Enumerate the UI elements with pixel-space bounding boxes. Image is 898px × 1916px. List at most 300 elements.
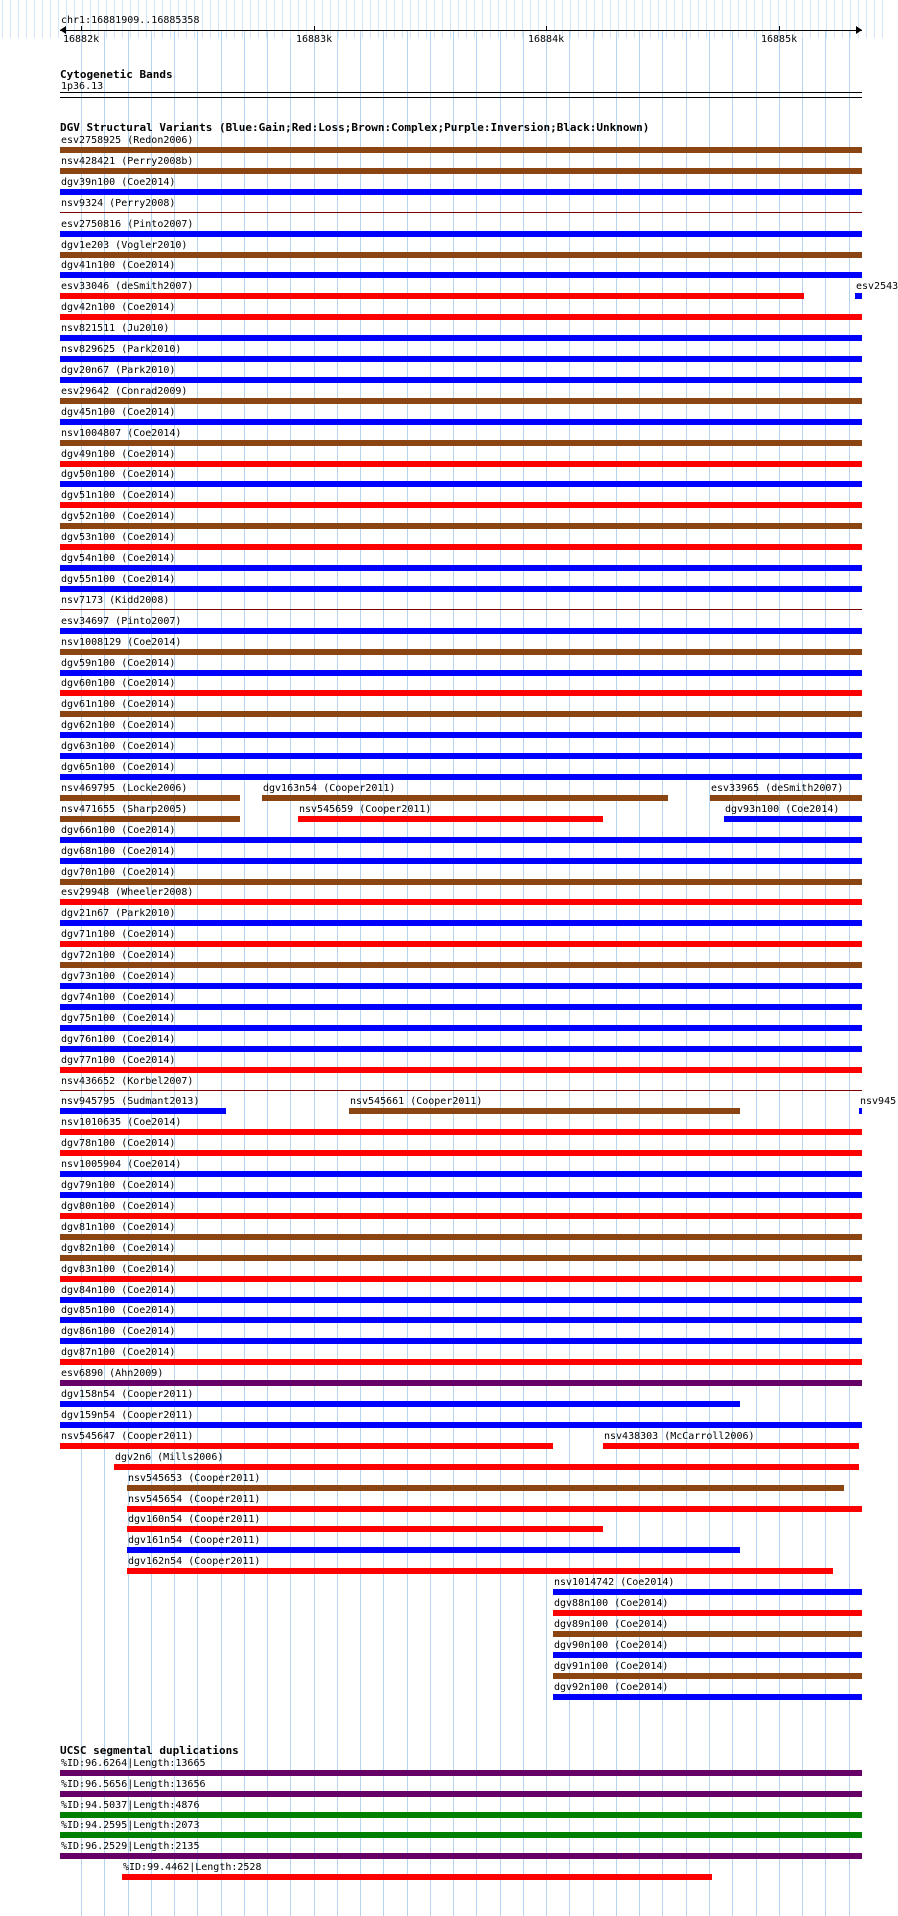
sv-feature-bar[interactable] [553, 1673, 862, 1679]
grid-line [346, 0, 347, 38]
ruler-right-arrow [856, 26, 862, 34]
feature-label[interactable]: dgv76n100 (Coe2014) [61, 1034, 176, 1045]
grid-line [10, 0, 11, 38]
ruler-tick [81, 26, 82, 31]
feature-label[interactable]: dgv79n100 (Coe2014) [61, 1180, 176, 1191]
feature-label[interactable]: dgv72n100 (Coe2014) [61, 950, 176, 961]
sv-feature-bar[interactable] [127, 1506, 862, 1512]
grid-line [453, 30, 454, 1916]
sv-feature-bar[interactable] [60, 1234, 862, 1240]
ruler-tick-label: 16884k [528, 34, 565, 45]
sv-feature-bar[interactable] [60, 1317, 862, 1323]
grid-line [762, 0, 763, 38]
feature-label[interactable]: dgv159n54 (Cooper2011) [61, 1410, 194, 1421]
grid-line [378, 0, 379, 38]
grid-line [842, 0, 843, 38]
grid-line [818, 0, 819, 38]
grid-line [562, 0, 563, 38]
segdup-label[interactable]: %ID:94.2595|Length:2073 [61, 1820, 200, 1831]
segdup-label[interactable]: %ID:94.5037|Length:4876 [61, 1800, 200, 1811]
sv-feature-bar[interactable] [60, 212, 862, 213]
segdup-label[interactable]: %ID:96.6264|Length:13665 [61, 1758, 206, 1769]
grid-line [546, 0, 547, 38]
feature-label[interactable]: dgv88n100 (Coe2014) [554, 1598, 669, 1609]
grid-line [506, 0, 507, 38]
sv-feature-bar[interactable] [114, 1464, 859, 1470]
feature-label[interactable]: dgv68n100 (Coe2014) [61, 846, 176, 857]
sv-feature-bar[interactable] [60, 1025, 862, 1031]
cytoband-line [60, 97, 862, 98]
sv-feature-bar[interactable] [60, 335, 862, 341]
sv-feature-bar[interactable] [724, 816, 862, 822]
feature-label[interactable]: nsv545661 (Cooper2011) [350, 1096, 483, 1107]
grid-line [778, 0, 779, 38]
grid-line [430, 30, 431, 1916]
sv-feature-bar[interactable] [349, 1108, 740, 1114]
sv-feature-bar[interactable] [60, 1171, 862, 1177]
sv-feature-bar[interactable] [60, 753, 862, 759]
feature-label[interactable]: dgv70n100 (Coe2014) [61, 867, 176, 878]
feature-label[interactable]: nsv428421 (Perry2008b) [61, 156, 194, 167]
feature-label[interactable]: dgv2n6 (Mills2006) [115, 1452, 224, 1463]
feature-label[interactable]: dgv53n100 (Coe2014) [61, 532, 176, 543]
feature-label[interactable]: dgv91n100 (Coe2014) [554, 1661, 669, 1672]
grid-line [282, 0, 283, 38]
grid-line [523, 30, 524, 1916]
sv-feature-bar[interactable] [60, 983, 862, 989]
feature-label[interactable]: dgv52n100 (Coe2014) [61, 511, 176, 522]
sv-feature-bar[interactable] [60, 398, 862, 404]
sv-feature-bar[interactable] [60, 941, 862, 947]
feature-label[interactable]: nsv545653 (Cooper2011) [128, 1473, 261, 1484]
sv-feature-bar[interactable] [553, 1610, 862, 1616]
feature-label[interactable]: nsv945 [860, 1096, 897, 1107]
grid-line [274, 0, 275, 38]
sv-feature-bar[interactable] [60, 314, 862, 320]
grid-line [666, 0, 667, 38]
feature-label[interactable]: nsv7173 (Kidd2008) [61, 595, 170, 606]
grid-line [314, 0, 315, 38]
sv-feature-bar[interactable] [60, 670, 862, 676]
feature-label[interactable]: dgv74n100 (Coe2014) [61, 992, 176, 1003]
segdup-bar[interactable] [60, 1770, 862, 1776]
sv-feature-bar[interactable] [127, 1485, 844, 1491]
feature-label[interactable]: dgv77n100 (Coe2014) [61, 1055, 176, 1066]
grid-line [722, 0, 723, 38]
sv-feature-bar[interactable] [60, 1046, 862, 1052]
grid-line [522, 0, 523, 38]
cytoband-label: 1p36.13 [61, 81, 104, 92]
sv-feature-bar[interactable] [60, 272, 862, 278]
sv-feature-bar[interactable] [60, 440, 862, 446]
sv-feature-bar[interactable] [262, 795, 668, 801]
grid-line [674, 0, 675, 38]
ruler-tick-label: 16885k [761, 34, 798, 45]
feature-label[interactable]: dgv75n100 (Coe2014) [61, 1013, 176, 1024]
grid-line [546, 30, 547, 1916]
grid-line [218, 0, 219, 38]
sv-feature-bar[interactable] [603, 1443, 859, 1449]
grid-line [618, 0, 619, 38]
feature-label[interactable]: dgv83n100 (Coe2014) [61, 1264, 176, 1275]
grid-line [410, 0, 411, 38]
sv-feature-bar[interactable] [60, 649, 862, 655]
feature-label[interactable]: dgv63n100 (Coe2014) [61, 741, 176, 752]
sv-feature-bar[interactable] [553, 1631, 862, 1637]
feature-label[interactable]: nsv1008129 (Coe2014) [61, 637, 182, 648]
ruler-tick-label: 16883k [296, 34, 333, 45]
sv-feature-bar[interactable] [298, 816, 603, 822]
feature-label[interactable]: dgv51n100 (Coe2014) [61, 490, 176, 501]
grid-line [42, 0, 43, 38]
feature-label[interactable]: dgv1e203 (Vogler2010) [61, 240, 188, 251]
feature-label[interactable]: esv2750816 (Pinto2007) [61, 219, 194, 230]
feature-label[interactable]: dgv85n100 (Coe2014) [61, 1305, 176, 1316]
feature-label[interactable]: esv33046 (deSmith2007) [61, 281, 194, 292]
sv-feature-bar[interactable] [60, 1129, 862, 1135]
sv-feature-bar[interactable] [127, 1547, 740, 1553]
feature-label[interactable]: dgv89n100 (Coe2014) [554, 1619, 669, 1630]
grid-line [802, 0, 803, 38]
grid-line [794, 0, 795, 38]
grid-line [690, 0, 691, 38]
grid-line [754, 0, 755, 38]
grid-line [290, 30, 291, 1916]
feature-label[interactable]: nsv1010635 (Coe2014) [61, 1117, 182, 1128]
segdup-label[interactable]: %ID:96.2529|Length:2135 [61, 1841, 200, 1852]
segdup-bar[interactable] [60, 1832, 862, 1838]
sv-feature-bar[interactable] [60, 879, 862, 885]
grid-line [642, 0, 643, 38]
cytoband-line [60, 92, 862, 93]
feature-label[interactable]: dgv82n100 (Coe2014) [61, 1243, 176, 1254]
feature-label[interactable]: dgv65n100 (Coe2014) [61, 762, 176, 773]
grid-line [394, 0, 395, 38]
sv-feature-bar[interactable] [60, 609, 862, 610]
sv-feature-bar[interactable] [60, 356, 862, 362]
feature-label[interactable]: dgv39n100 (Coe2014) [61, 177, 176, 188]
grid-line [786, 0, 787, 38]
sv-feature-bar[interactable] [60, 189, 862, 195]
grid-line [658, 0, 659, 38]
sv-feature-bar[interactable] [60, 690, 862, 696]
feature-label[interactable]: dgv163n54 (Cooper2011) [263, 783, 396, 794]
feature-label[interactable]: dgv59n100 (Coe2014) [61, 658, 176, 669]
grid-line [882, 0, 883, 38]
sv-feature-bar[interactable] [60, 1422, 862, 1428]
feature-label[interactable]: esv29642 (Conrad2009) [61, 386, 188, 397]
feature-label[interactable]: nsv471655 (Sharp2005) [61, 804, 188, 815]
grid-line [226, 0, 227, 38]
sv-feature-bar[interactable] [60, 1443, 553, 1449]
grid-line [50, 0, 51, 38]
grid-line [202, 0, 203, 38]
sv-feature-bar[interactable] [60, 586, 862, 592]
sv-feature-bar[interactable] [60, 565, 862, 571]
grid-line [698, 0, 699, 38]
feature-label[interactable]: nsv829625 (Park2010) [61, 344, 182, 355]
feature-label[interactable]: dgv93n100 (Coe2014) [725, 804, 840, 815]
grid-line [458, 0, 459, 38]
grid-line [476, 30, 477, 1916]
grid-line [337, 30, 338, 1916]
sv-feature-bar[interactable] [60, 481, 862, 487]
feature-label[interactable]: nsv945795 (Sudmant2013) [61, 1096, 200, 1107]
grid-line [322, 0, 323, 38]
sv-feature-bar[interactable] [60, 1090, 862, 1091]
grid-line [407, 30, 408, 1916]
segdup-bar[interactable] [60, 1853, 862, 1859]
grid-line [360, 30, 361, 1916]
grid-line [370, 0, 371, 38]
grid-line [554, 0, 555, 38]
grid-line [242, 0, 243, 38]
feature-label[interactable]: dgv81n100 (Coe2014) [61, 1222, 176, 1233]
grid-line [354, 0, 355, 38]
feature-label[interactable]: dgv50n100 (Coe2014) [61, 469, 176, 480]
sv-feature-bar[interactable] [60, 502, 862, 508]
grid-line [538, 0, 539, 38]
grid-line [730, 0, 731, 38]
grid-line [738, 0, 739, 38]
dgv-track-title: DGV Structural Variants (Blue:Gain;Red:Loss;Brown:Complex;Purple:Inversion;Black:Unknown) [60, 121, 650, 134]
feature-label[interactable]: dgv62n100 (Coe2014) [61, 720, 176, 731]
grid-line [267, 30, 268, 1916]
grid-line [290, 0, 291, 38]
feature-label[interactable]: dgv160n54 (Cooper2011) [128, 1514, 261, 1525]
grid-line [18, 0, 19, 38]
sv-feature-bar[interactable] [60, 419, 862, 425]
feature-label[interactable]: dgv60n100 (Coe2014) [61, 678, 176, 689]
grid-line [418, 0, 419, 38]
grid-line [474, 0, 475, 38]
grid-line [682, 0, 683, 38]
sv-feature-bar[interactable] [553, 1652, 862, 1658]
grid-line [578, 0, 579, 38]
grid-line [810, 0, 811, 38]
sv-feature-bar[interactable] [60, 293, 804, 299]
sv-feature-bar[interactable] [60, 1359, 862, 1365]
ruler-tick [314, 26, 315, 31]
sv-feature-bar[interactable] [60, 231, 862, 237]
feature-label[interactable]: nsv1014742 (Coe2014) [554, 1577, 675, 1588]
feature-label[interactable]: esv6890 (Ahn2009) [61, 1368, 164, 1379]
sv-feature-bar[interactable] [127, 1526, 603, 1532]
grid-line [586, 0, 587, 38]
feature-label[interactable]: dgv158n54 (Cooper2011) [61, 1389, 194, 1400]
grid-line [2, 0, 3, 38]
sv-feature-bar[interactable] [60, 1380, 862, 1386]
feature-label[interactable]: dgv92n100 (Coe2014) [554, 1682, 669, 1693]
grid-line [244, 30, 245, 1916]
feature-label[interactable]: nsv1005904 (Coe2014) [61, 1159, 182, 1170]
grid-line [450, 0, 451, 38]
grid-line [306, 0, 307, 38]
grid-line [490, 0, 491, 38]
feature-label[interactable]: nsv545659 (Cooper2011) [299, 804, 432, 815]
sv-feature-bar[interactable] [60, 1338, 862, 1344]
ruler-left-arrow [60, 26, 66, 34]
feature-label[interactable]: esv2758925 (Redon2006) [61, 135, 194, 146]
grid-line [706, 0, 707, 38]
grid-line [602, 0, 603, 38]
grid-line [570, 0, 571, 38]
sv-feature-bar[interactable] [60, 1297, 862, 1303]
grid-line [746, 0, 747, 38]
grid-line [426, 0, 427, 38]
grid-line [634, 0, 635, 38]
sv-feature-bar[interactable] [60, 816, 240, 822]
grid-line [221, 30, 222, 1916]
sv-feature-bar[interactable] [60, 795, 240, 801]
ruler-tick-label: 16882k [63, 34, 100, 45]
feature-label[interactable]: esv33965 (deSmith2007) [711, 783, 844, 794]
feature-label[interactable]: dgv162n54 (Cooper2011) [128, 1556, 261, 1567]
feature-label[interactable]: esv2543 [856, 281, 898, 292]
feature-label[interactable]: dgv61n100 (Coe2014) [61, 699, 176, 710]
sv-feature-bar[interactable] [60, 168, 862, 174]
sv-feature-bar[interactable] [60, 1108, 226, 1114]
grid-line [34, 0, 35, 38]
grid-line [626, 0, 627, 38]
sv-feature-bar[interactable] [60, 377, 862, 383]
feature-label[interactable]: dgv45n100 (Coe2014) [61, 407, 176, 418]
feature-label[interactable]: dgv90n100 (Coe2014) [554, 1640, 669, 1651]
segdup-bar[interactable] [122, 1874, 712, 1880]
segdup-label[interactable]: %ID:96.5656|Length:13656 [61, 1779, 206, 1790]
feature-label[interactable]: nsv545647 (Cooper2011) [61, 1431, 194, 1442]
grid-line [714, 0, 715, 38]
feature-label[interactable]: dgv66n100 (Coe2014) [61, 825, 176, 836]
grid-line [383, 30, 384, 1916]
feature-label[interactable]: dgv54n100 (Coe2014) [61, 553, 176, 564]
sv-feature-bar[interactable] [60, 837, 862, 843]
feature-label[interactable]: dgv42n100 (Coe2014) [61, 302, 176, 313]
sv-feature-bar[interactable] [60, 1067, 862, 1073]
sv-feature-bar[interactable] [60, 523, 862, 529]
location-label: chr1:16881909..16885358 [61, 15, 200, 26]
sv-feature-bar[interactable] [60, 732, 862, 738]
grid-line [434, 0, 435, 38]
feature-label[interactable]: dgv86n100 (Coe2014) [61, 1326, 176, 1337]
grid-line [330, 0, 331, 38]
feature-label[interactable]: nsv821511 (Ju2010) [61, 323, 170, 334]
feature-label[interactable]: dgv20n67 (Park2010) [61, 365, 176, 376]
grid-line [58, 0, 59, 38]
grid-line [834, 0, 835, 38]
sv-feature-bar[interactable] [60, 1276, 862, 1282]
grid-line [850, 0, 851, 38]
grid-line [234, 0, 235, 38]
sv-feature-bar[interactable] [60, 1004, 862, 1010]
feature-label[interactable]: dgv80n100 (Coe2014) [61, 1201, 176, 1212]
feature-label[interactable]: nsv1004807 (Coe2014) [61, 428, 182, 439]
feature-label[interactable]: dgv49n100 (Coe2014) [61, 449, 176, 460]
sv-feature-bar[interactable] [855, 293, 862, 299]
feature-label[interactable]: esv29948 (Wheeler2008) [61, 887, 194, 898]
sv-feature-bar[interactable] [60, 461, 862, 467]
sv-feature-bar[interactable] [60, 252, 862, 258]
sv-feature-bar[interactable] [553, 1589, 862, 1595]
grid-line [266, 0, 267, 38]
grid-line [442, 0, 443, 38]
feature-label[interactable]: dgv71n100 (Coe2014) [61, 929, 176, 940]
segdup-label[interactable]: %ID:99.4462|Length:2528 [123, 1862, 262, 1873]
sv-feature-bar[interactable] [60, 1150, 862, 1156]
feature-label[interactable]: nsv469795 (Locke2006) [61, 783, 188, 794]
feature-label[interactable]: dgv41n100 (Coe2014) [61, 260, 176, 271]
grid-line [650, 0, 651, 38]
segdup-bar[interactable] [60, 1791, 862, 1797]
feature-label[interactable]: nsv436652 (Korbel2007) [61, 1076, 194, 1087]
feature-label[interactable]: dgv73n100 (Coe2014) [61, 971, 176, 982]
sv-feature-bar[interactable] [710, 795, 862, 801]
sv-feature-bar[interactable] [60, 1255, 862, 1261]
grid-line [594, 0, 595, 38]
segdup-track-title: UCSC segmental duplications [60, 1744, 239, 1757]
grid-line [298, 0, 299, 38]
grid-line [770, 0, 771, 38]
sv-feature-bar[interactable] [859, 1108, 862, 1114]
feature-label[interactable]: dgv87n100 (Coe2014) [61, 1347, 176, 1358]
sv-feature-bar[interactable] [60, 147, 862, 153]
feature-label[interactable]: dgv21n67 (Park2010) [61, 908, 176, 919]
ruler-axis [60, 30, 862, 31]
feature-label[interactable]: dgv55n100 (Coe2014) [61, 574, 176, 585]
grid-line [466, 0, 467, 38]
grid-line [362, 0, 363, 38]
sv-feature-bar[interactable] [127, 1568, 833, 1574]
feature-label[interactable]: nsv9324 (Perry2008) [61, 198, 176, 209]
sv-feature-bar[interactable] [60, 544, 862, 550]
sv-feature-bar[interactable] [60, 628, 862, 634]
feature-label[interactable]: nsv438303 (McCarroll2006) [604, 1431, 755, 1442]
grid-line [250, 0, 251, 38]
grid-line [530, 0, 531, 38]
sv-feature-bar[interactable] [60, 920, 862, 926]
feature-label[interactable]: nsv545654 (Cooper2011) [128, 1494, 261, 1505]
grid-line [402, 0, 403, 38]
grid-line [386, 0, 387, 38]
grid-line [610, 0, 611, 38]
sv-feature-bar[interactable] [60, 1213, 862, 1219]
feature-label[interactable]: dgv161n54 (Cooper2011) [128, 1535, 261, 1546]
grid-line [826, 0, 827, 38]
sv-feature-bar[interactable] [60, 774, 862, 780]
cytoband-track-title: Cytogenetic Bands [60, 68, 173, 81]
sv-feature-bar[interactable] [60, 962, 862, 968]
sv-feature-bar[interactable] [60, 899, 862, 905]
feature-label[interactable]: dgv84n100 (Coe2014) [61, 1285, 176, 1296]
feature-label[interactable]: esv34697 (Pinto2007) [61, 616, 182, 627]
sv-feature-bar[interactable] [60, 711, 862, 717]
ruler-tick [779, 26, 780, 31]
grid-line [498, 0, 499, 38]
segdup-bar[interactable] [60, 1812, 862, 1818]
grid-line [514, 0, 515, 38]
feature-label[interactable]: dgv78n100 (Coe2014) [61, 1138, 176, 1149]
grid-line [314, 30, 315, 1916]
sv-feature-bar[interactable] [553, 1694, 862, 1700]
grid-line [197, 30, 198, 1916]
grid-line [866, 0, 867, 38]
grid-line [258, 0, 259, 38]
sv-feature-bar[interactable] [60, 858, 862, 864]
grid-line [26, 0, 27, 38]
sv-feature-bar[interactable] [60, 1192, 862, 1198]
ruler-tick [546, 26, 547, 31]
sv-feature-bar[interactable] [60, 1401, 740, 1407]
